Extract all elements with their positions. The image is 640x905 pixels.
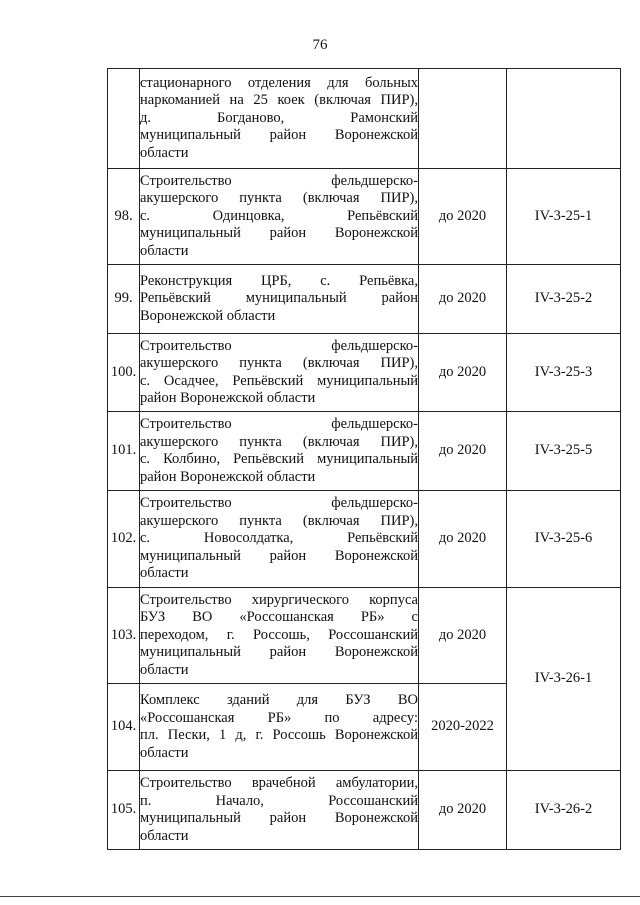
table-row bbox=[108, 265, 621, 334]
table-row bbox=[108, 169, 621, 265]
row-number: 98. bbox=[108, 169, 140, 265]
row-term: 2020-2022 bbox=[419, 684, 507, 771]
table-row bbox=[108, 69, 621, 169]
row-number: 99. bbox=[108, 265, 140, 334]
row-term: до 2020 bbox=[419, 169, 507, 265]
row-description bbox=[140, 334, 419, 412]
description-line: район Воронежской области bbox=[140, 390, 316, 406]
description-line: БУЗ ВО «Россошанская РБ» с bbox=[140, 609, 418, 626]
table-row bbox=[108, 491, 621, 588]
description-line: п. Начало, Россошанский bbox=[140, 792, 418, 809]
row-term: до 2020 bbox=[419, 412, 507, 491]
description-line: Строительство фельдшерско- bbox=[140, 172, 418, 189]
description-line: муниципальный район Воронежской bbox=[140, 644, 418, 661]
page-number: 76 bbox=[312, 37, 328, 53]
row-description bbox=[140, 69, 419, 169]
bottom-rule bbox=[0, 896, 640, 897]
document-table bbox=[107, 68, 621, 850]
row-description bbox=[140, 771, 419, 850]
row-code: IV-3-25-5 bbox=[507, 412, 621, 491]
description-line: Реконструкция ЦРБ, с. Репьёвка, bbox=[140, 272, 418, 289]
row-number bbox=[108, 69, 140, 169]
description-line: муниципальный район Воронежской bbox=[140, 810, 418, 826]
description-line: акушерского пункта (включая ПИР), bbox=[140, 355, 418, 371]
row-description bbox=[140, 265, 419, 334]
description-line: Строительство врачебной амбулатории, bbox=[140, 775, 418, 791]
row-code: IV-3-25-3 bbox=[507, 334, 621, 412]
row-term: до 2020 bbox=[419, 491, 507, 588]
row-term: до 2020 bbox=[419, 588, 507, 684]
description-line: Строительство фельдшерско- bbox=[140, 416, 418, 432]
description-line: наркоманией на 25 коек (включая ПИР), bbox=[140, 92, 418, 109]
table-body bbox=[108, 69, 621, 850]
description-line: с. Колбино, Репьёвский муниципальный bbox=[140, 451, 418, 467]
row-term: до 2020 bbox=[419, 334, 507, 412]
row-description bbox=[140, 412, 419, 491]
description-line: области bbox=[140, 144, 189, 161]
description-line: с. Одинцовка, Репьёвский bbox=[140, 207, 418, 224]
row-number: 103. bbox=[108, 588, 140, 684]
description-line: «Россошанская РБ» по адресу: bbox=[140, 709, 418, 726]
description-line: области bbox=[140, 744, 189, 761]
description-line: район Воронежской области bbox=[140, 468, 316, 485]
description-line: области bbox=[140, 565, 189, 582]
row-number: 101. bbox=[108, 412, 140, 491]
row-number: 100. bbox=[108, 334, 140, 412]
row-term: до 2020 bbox=[419, 265, 507, 334]
row-description bbox=[140, 491, 419, 588]
description-line: муниципальный район Воронежской bbox=[140, 547, 418, 564]
row-code: IV-3-25-6 bbox=[507, 491, 621, 588]
table-row bbox=[108, 588, 621, 684]
description-line: муниципальный район Воронежской bbox=[140, 225, 418, 242]
description-line: акушерского пункта (включая ПИР), bbox=[140, 190, 418, 207]
description-line: д. Богданово, Рамонский bbox=[140, 109, 418, 126]
table-row bbox=[108, 412, 621, 491]
description-line: с. Осадчее, Репьёвский муниципальный bbox=[140, 372, 418, 389]
row-description bbox=[140, 684, 419, 771]
description-line: акушерского пункта (включая ПИР), bbox=[140, 433, 418, 450]
description-line: Строительство фельдшерско- bbox=[140, 495, 418, 512]
row-code bbox=[507, 69, 621, 169]
description-line: акушерского пункта (включая ПИР), bbox=[140, 512, 418, 529]
row-term: до 2020 bbox=[419, 771, 507, 850]
description-line: Воронежской области bbox=[140, 307, 276, 324]
row-term bbox=[419, 69, 507, 169]
row-code: IV-3-26-2 bbox=[507, 771, 621, 850]
row-number: 104. bbox=[108, 684, 140, 771]
description-line: Комплекс зданий для БУЗ ВО bbox=[140, 692, 418, 708]
description-line: области bbox=[140, 242, 189, 259]
row-code: IV-3-25-1 bbox=[507, 169, 621, 265]
row-number: 102. bbox=[108, 491, 140, 588]
description-line: Строительство фельдшерско- bbox=[140, 337, 418, 354]
row-code: IV-3-25-2 bbox=[507, 265, 621, 334]
description-line: с. Новосолдатка, Репьёвский bbox=[140, 530, 418, 547]
table-row bbox=[108, 334, 621, 412]
row-description bbox=[140, 169, 419, 265]
row-code: IV-3-26-1 bbox=[507, 588, 621, 771]
description-line: Репьёвский муниципальный район bbox=[140, 290, 418, 307]
table-row bbox=[108, 771, 621, 850]
description-line: области bbox=[140, 661, 189, 678]
description-line: стационарного отделения для больных bbox=[140, 74, 418, 91]
description-line: пл. Пески, 1 д, г. Россошь Воронежской bbox=[140, 727, 418, 743]
description-line: области bbox=[140, 827, 189, 844]
description-line: Строительство хирургического корпуса bbox=[140, 591, 418, 608]
description-line: переходом, г. Россошь, Россошанский bbox=[140, 626, 418, 643]
description-line: муниципальный район Воронежской bbox=[140, 127, 418, 144]
row-description bbox=[140, 588, 419, 684]
row-number: 105. bbox=[108, 771, 140, 850]
